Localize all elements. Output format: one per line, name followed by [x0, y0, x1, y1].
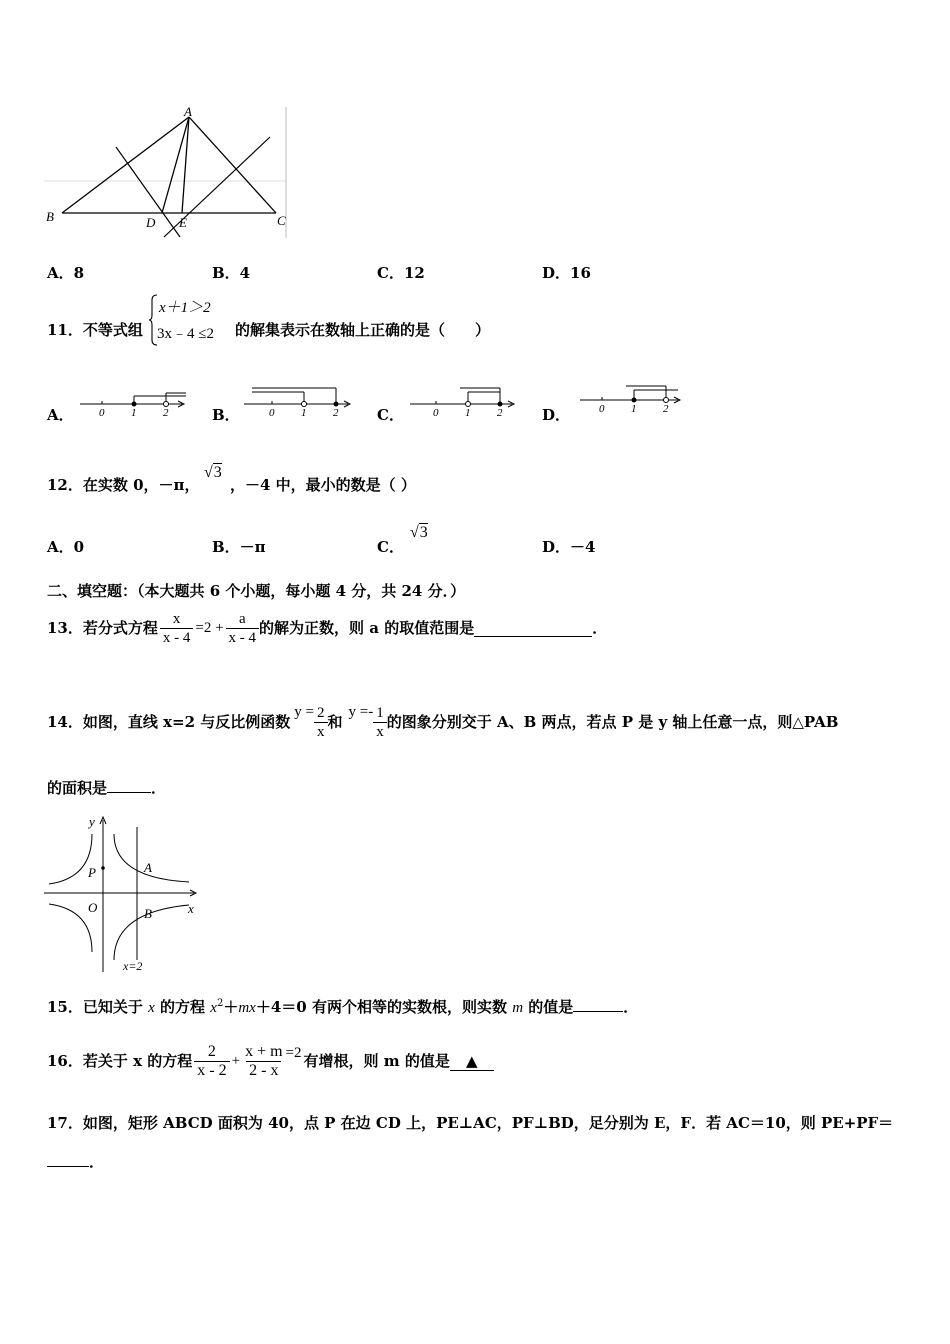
q16-plus: +	[231, 1053, 241, 1069]
tick-2: 2	[497, 407, 503, 418]
tick-0: 0	[99, 407, 105, 418]
fraction-numerator: 1	[376, 704, 384, 721]
fraction-numerator: x	[172, 610, 181, 627]
section-heading: 二、填空题：（本大题共 6 个小题，每小题 4 分，共 24 分．）	[47, 582, 466, 600]
q16-fraction-2	[242, 1043, 285, 1080]
number-line-a	[78, 390, 190, 418]
q16-fraction-1	[194, 1043, 229, 1080]
q10-option-d: D．16	[542, 264, 591, 282]
fraction-denominator: x - 2	[194, 1061, 229, 1080]
label-A: A	[144, 860, 152, 875]
tick-1: 1	[301, 407, 307, 418]
label-D: D	[146, 215, 156, 230]
label-y: y	[89, 814, 95, 829]
q15-eq-rest: ＋4＝0	[255, 998, 307, 1016]
q11-inequality-1: x＋1＞2	[159, 300, 211, 316]
q10-option-b: B．4	[212, 264, 251, 282]
label-E: E	[179, 215, 187, 230]
tick-0: 0	[269, 407, 275, 418]
q13-end: ．	[592, 619, 608, 637]
q17-line-2	[47, 1152, 104, 1171]
label-A: A	[184, 105, 192, 119]
tick-0: 0	[433, 407, 439, 418]
q13-fraction-2	[226, 610, 260, 647]
q15-mx: mx	[238, 1000, 256, 1016]
fraction-numerator: 2	[207, 1042, 216, 1060]
fraction-denominator: x	[373, 722, 387, 741]
q14-and: 和	[327, 713, 343, 731]
fraction-numerator: 2	[317, 704, 325, 721]
q13-prefix: 13．若分式方程	[47, 619, 158, 637]
answer-blank	[474, 620, 592, 637]
q16-equals: =2	[285, 1045, 302, 1061]
hyperbola-figure	[44, 812, 204, 974]
q13-equals: =2 +	[195, 620, 224, 636]
q15-m: m	[512, 1000, 524, 1016]
q10-option-a: A．8	[47, 264, 85, 282]
q17-end: ．	[89, 1153, 105, 1171]
q12-sqrt: √3	[204, 464, 222, 481]
q16-prefix: 16．若关于 x 的方程	[47, 1052, 193, 1070]
q15-plus: ＋	[223, 998, 239, 1016]
label-C: C	[277, 213, 286, 228]
label-B: B	[144, 906, 152, 921]
triangle-icon: ▲	[466, 1051, 478, 1070]
label-x-equals-2: x=2	[123, 959, 143, 973]
q11-inequality-2: 3x﹣4 ≤2	[157, 326, 214, 342]
q11-option-d: D．	[542, 406, 571, 424]
label-P: P	[88, 865, 96, 880]
q15-end: ．	[623, 998, 639, 1016]
fraction-denominator: x	[314, 722, 328, 741]
q12-option-a: A．0	[47, 538, 85, 556]
tick-0: 0	[599, 403, 605, 414]
fraction-denominator: x - 4	[226, 628, 260, 647]
q15-suffix: 的值是	[528, 998, 574, 1016]
answer-blank	[47, 1152, 89, 1167]
q13-line	[47, 606, 607, 650]
label-B: B	[46, 209, 54, 224]
tick-1: 1	[131, 407, 137, 418]
q14-line2-text: 的面积是	[47, 779, 108, 797]
number-line-d	[578, 380, 686, 414]
tick-2: 2	[333, 407, 339, 418]
q15-mid: 的方程	[160, 998, 206, 1016]
q11-prefix: 11．不等式组	[47, 321, 143, 339]
q11-option-c: C．	[377, 406, 404, 424]
q16-suffix: 有增根，则 m 的值是	[303, 1052, 450, 1070]
q12-option-c: C．	[377, 538, 404, 556]
q12-option-b: B．－π	[212, 538, 266, 556]
tick-2: 2	[663, 403, 669, 414]
fraction-numerator: a	[238, 610, 246, 627]
q12-prefix: 12．在实数 0，－π，	[47, 476, 200, 494]
q15-line	[47, 995, 638, 1017]
number-line-c	[408, 384, 520, 418]
q15-exponent: 2	[216, 998, 224, 1009]
q14-y2: y =-	[348, 704, 374, 720]
q14-prefix: 14．如图，直线 x=2 与反比例函数	[47, 713, 291, 731]
fraction-denominator: x - 4	[160, 628, 194, 647]
fraction-numerator: x + m	[245, 1042, 283, 1060]
q12-suffix: ，－4 中，最小的数是（ ）	[230, 476, 416, 494]
q14-end: ．	[151, 779, 167, 797]
q12-option-d: D．－4	[542, 538, 596, 556]
q15-x: x	[148, 1000, 155, 1016]
q11-suffix: 的解集表示在数轴上正确的是（ ）	[235, 321, 491, 339]
q14-fraction-1	[314, 704, 328, 741]
q14-line	[47, 690, 838, 754]
q14-y1: y =	[294, 704, 314, 720]
q12-option-c-sqrt: √3	[410, 524, 428, 541]
tick-1: 1	[631, 403, 637, 414]
triangle-figure	[44, 105, 290, 240]
q16-line	[47, 1030, 494, 1092]
answer-blank	[573, 997, 623, 1012]
label-O: O	[88, 900, 98, 915]
sqrt-radicand: 3	[213, 464, 222, 481]
answer-blank	[450, 1052, 494, 1071]
q13-suffix: 的解为正数，则 a 的取值范围是	[259, 619, 475, 637]
tick-2: 2	[163, 407, 169, 418]
q11-option-b: B．	[212, 406, 240, 424]
q15-mid2: 有两个相等的实数根，则实数	[311, 998, 507, 1016]
q10-option-c: C．12	[377, 264, 425, 282]
q15-eq-x: x	[210, 1000, 217, 1016]
q14-suffix: 的图象分别交于 A、B 两点，若点 P 是 y 轴上任意一点，则△PAB	[386, 713, 839, 731]
q14-line-2	[47, 778, 166, 797]
q13-fraction-1	[160, 610, 194, 647]
label-x: x	[188, 901, 194, 916]
number-line-b	[242, 384, 356, 418]
fraction-denominator: 2 - x	[246, 1061, 281, 1080]
q11-option-a: A．	[47, 406, 74, 424]
answer-blank	[107, 778, 151, 793]
q14-fraction-2	[373, 704, 387, 741]
sqrt-radicand: 3	[419, 524, 428, 541]
q15-prefix: 15．已知关于	[47, 998, 143, 1016]
tick-1: 1	[465, 407, 471, 418]
q17-text: 17．如图，矩形 ABCD 面积为 40，点 P 在边 CD 上，PE⊥AC，PF⊥BD，足分别为 E，F．若 AC＝10，则 PE+PF＝	[47, 1114, 894, 1132]
